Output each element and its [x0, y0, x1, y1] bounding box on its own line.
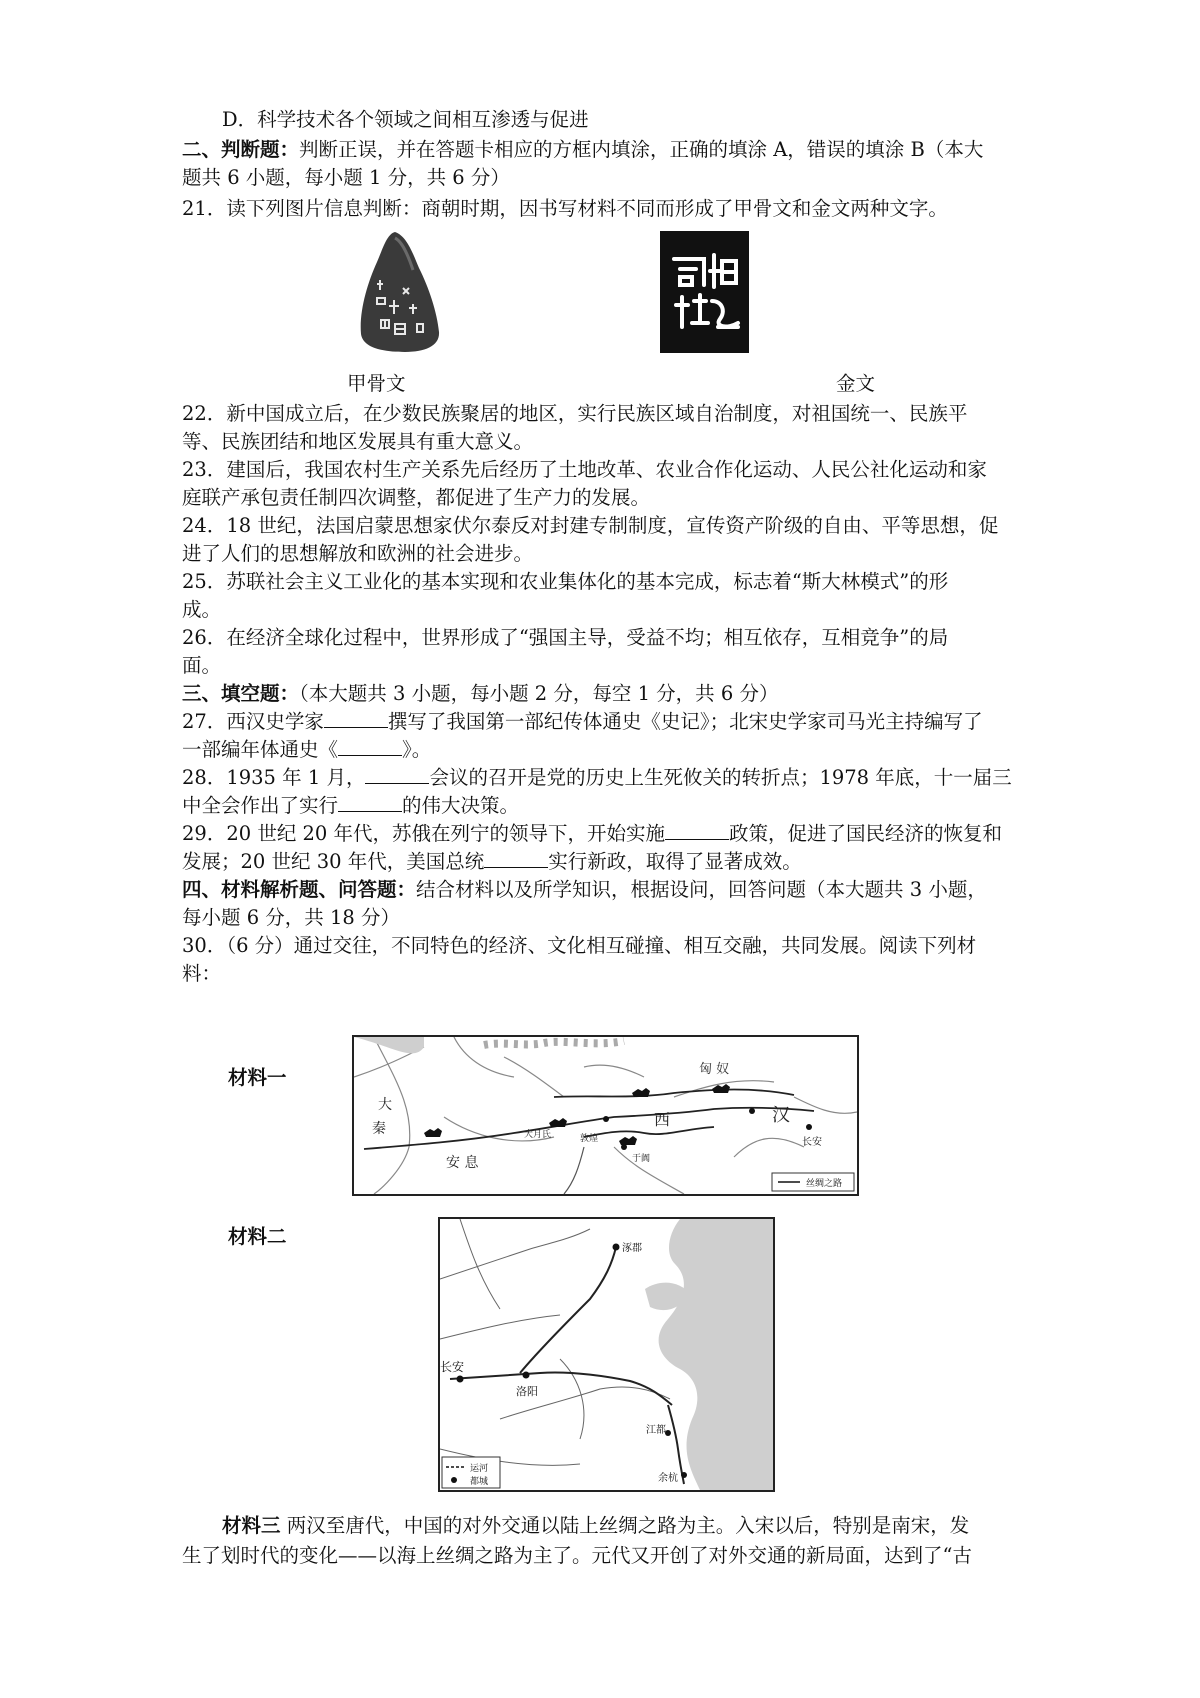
- map2-label-changan: 长安: [440, 1360, 465, 1374]
- bronze-inscription-image: [660, 231, 749, 353]
- question-21: 21．读下列图片信息判断：商朝时期，因书写材料不同而形成了甲骨文和金文两种文字。: [182, 197, 948, 220]
- map1-legend-silk-road: 丝绸之路: [806, 1179, 843, 1189]
- map1-label-yutian: 于阗: [632, 1154, 651, 1164]
- map2-label-luoyang: 洛阳: [516, 1385, 538, 1398]
- q27-text-a: 27．西汉史学家: [182, 710, 324, 733]
- q29-text-b: 政策，促进了国民经济的恢复和: [729, 822, 1003, 845]
- map2-label-yuhang: 余杭: [658, 1473, 678, 1484]
- material-three-line: [222, 1512, 969, 1540]
- map1-label-changan: 长安: [802, 1137, 822, 1148]
- section-three-title: 三、填空题：: [182, 682, 300, 705]
- map1-label-xi: 西: [654, 1110, 671, 1129]
- q28-text-c: 中全会作出了实行: [182, 794, 339, 817]
- q27-blank-1: [324, 709, 388, 728]
- section-two-text: 判断正误，并在答题卡相应的方框内填涂，正确的填涂 A，错误的填涂 B（本大: [299, 138, 984, 161]
- question-27: [182, 708, 983, 736]
- q28-blank-2: [338, 793, 402, 812]
- section-four-title: 四、材料解析题、问答题：: [182, 878, 417, 901]
- map2-label-zhuojun: 涿郡: [622, 1243, 642, 1254]
- material-three-text: 两汉至唐代，中国的对外交通以陆上丝绸之路为主。入宋以后，特别是南宋，发: [280, 1514, 970, 1537]
- question-23-continuation: 庭联产承包责任制四次调整，都促进了生产力的发展。: [182, 486, 651, 509]
- oracle-caption: 甲骨文: [347, 372, 406, 395]
- material-one-label: 材料一: [228, 1066, 287, 1089]
- map1-label-dayuezhi: 大月氏: [524, 1130, 552, 1140]
- map1-label-xiongnu: 匈 奴: [699, 1062, 730, 1077]
- question-25-continuation: 成。: [182, 598, 222, 621]
- section-four-continuation: 每小题 6 分，共 18 分）: [182, 906, 401, 929]
- bronze-caption: 金文: [836, 372, 876, 395]
- section-four-heading: [182, 876, 987, 904]
- oracle-bone-image: [355, 228, 445, 356]
- q28-text-d: 的伟大决策。: [402, 794, 520, 817]
- question-29: [182, 820, 1002, 848]
- q28-text-a: 28．1935 年 1 月，: [182, 766, 366, 789]
- map1-label-da: 大: [378, 1097, 392, 1113]
- question-28-continuation: [182, 792, 519, 820]
- q27-text-b: 撰写了我国第一部纪传体通史《史记》；北宋史学家司马光主持编写了: [387, 710, 983, 733]
- q27-blank-2: [338, 737, 402, 756]
- map1-label-han: 汉: [772, 1105, 790, 1126]
- map1-label-qin: 秦: [372, 1121, 386, 1137]
- q27-text-c: 一部编年体通史《: [182, 738, 339, 761]
- q29-text-c: 发展；20 世纪 30 年代，美国总统: [182, 850, 485, 873]
- section-two-continuation: 题共 6 小题，每小题 1 分，共 6 分）: [182, 166, 510, 189]
- q28-blank-1: [365, 765, 429, 784]
- question-24-continuation: 进了人们的思想解放和欧洲的社会进步。: [182, 542, 534, 565]
- map2-label-jiangdu: 江都: [646, 1425, 666, 1436]
- material-two-label: 材料二: [228, 1225, 287, 1248]
- question-24: 24．18 世纪，法国启蒙思想家伏尔泰反对封建专制制度，宣传资产阶级的自由、平等思想，促: [182, 514, 999, 537]
- section-two-title: 二、判断题：: [182, 138, 300, 161]
- section-three-text: （本大题共 3 小题，每小题 2 分，每空 1 分，共 6 分）: [299, 682, 779, 705]
- question-30: 30．（6 分）通过交往，不同特色的经济、文化相互碰撞、相互交融，共同发展。阅读下列材: [182, 934, 977, 957]
- section-two-heading: [182, 136, 983, 164]
- q28-text-b: 会议的召开是党的历史上生死攸关的转折点；1978 年底，十一届三: [429, 766, 1012, 789]
- q29-text-d: 实行新政，取得了显著成效。: [548, 850, 802, 873]
- map2-legend-canal: 运河: [470, 1464, 489, 1474]
- question-26: 26．在经济全球化过程中，世界形成了“强国主导，受益不均；相互依存，互相竞争”的局: [182, 626, 949, 649]
- q27-text-d: 》。: [402, 738, 432, 761]
- map1-label-anxi: 安 息: [446, 1155, 479, 1171]
- material-three-label: 材料三: [222, 1514, 281, 1537]
- question-25: 25．苏联社会主义工业化的基本实现和农业集体化的基本完成，标志着“斯大林模式”的形: [182, 570, 949, 593]
- map2-legend-capital: 都城: [470, 1477, 489, 1487]
- q29-blank-1: [665, 821, 729, 840]
- question-23: 23．建国后，我国农村生产关系先后经历了土地改革、农业合作化运动、人民公社化运动和家: [182, 458, 987, 481]
- material-three-continuation: 生了划时代的变化——以海上丝绸之路为主了。元代又开创了对外交通的新局面，达到了“古: [182, 1544, 972, 1567]
- silk-road-map: [352, 1035, 859, 1196]
- q29-blank-2: [484, 849, 548, 868]
- q29-text-a: 29．20 世纪 20 年代，苏俄在列宁的领导下，开始实施: [182, 822, 666, 845]
- question-22-continuation: 等、民族团结和地区发展具有重大意义。: [182, 430, 534, 453]
- option-d-line: D．科学技术各个领域之间相互渗透与促进: [222, 108, 589, 131]
- map1-label-dunhuang: 敦煌: [580, 1134, 599, 1144]
- question-30-continuation: 料：: [182, 962, 222, 985]
- section-four-text: 结合材料以及所学知识，根据设问，回答问题（本大题共 3 小题，: [416, 878, 987, 901]
- question-27-continuation: [182, 736, 431, 764]
- question-29-continuation: [182, 848, 802, 876]
- question-28: [182, 764, 1012, 792]
- question-22: 22．新中国成立后，在少数民族聚居的地区，实行民族区域自治制度，对祖国统一、民族平: [182, 402, 968, 425]
- section-three-heading: [182, 680, 778, 708]
- question-26-continuation: 面。: [182, 654, 222, 677]
- grand-canal-map: [438, 1217, 775, 1492]
